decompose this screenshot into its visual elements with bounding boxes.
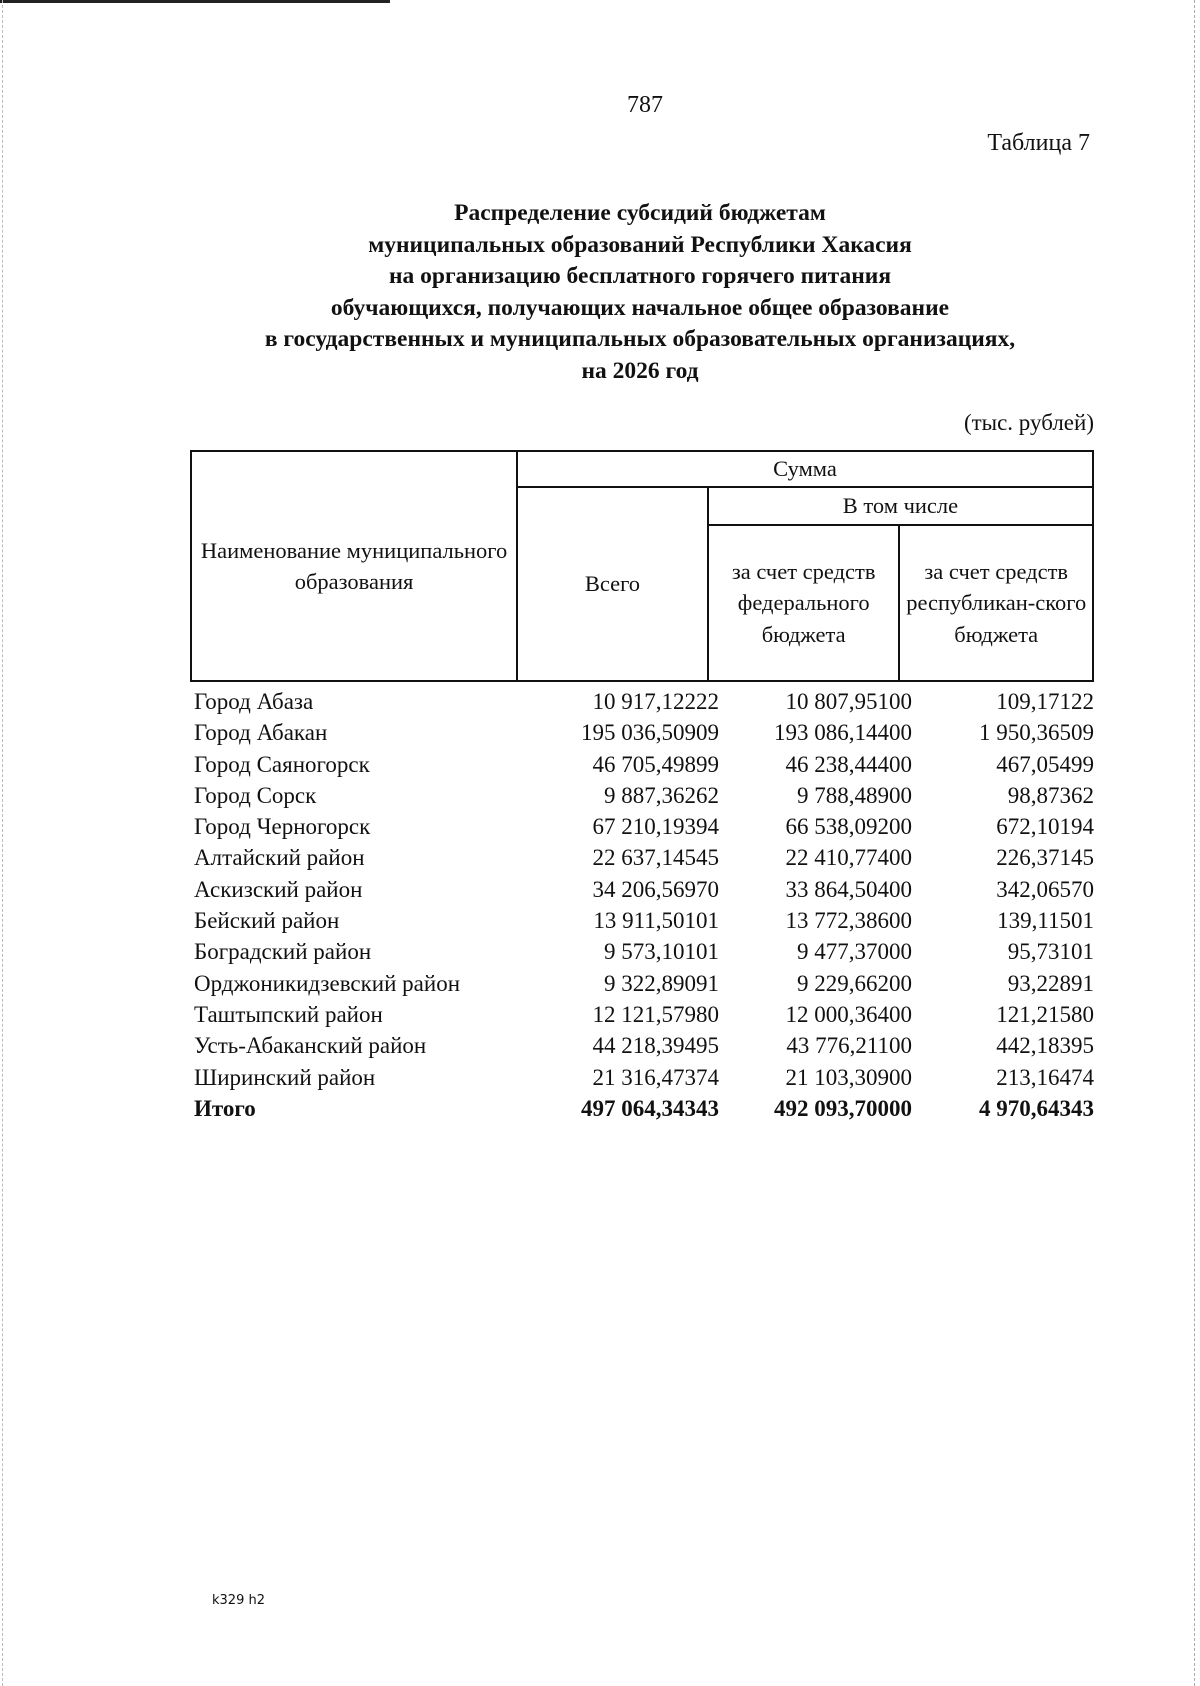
table-header: [190, 450, 1094, 682]
row-republic: 95,73101: [1007, 939, 1094, 965]
scan-artifact-right-edge: [1194, 0, 1196, 1686]
row-republic: 226,37145: [996, 845, 1094, 871]
header-including: В том числе: [708, 487, 1093, 525]
table-body: [190, 686, 1100, 1124]
table-row: [190, 999, 1100, 1030]
table-row: [190, 936, 1100, 967]
row-federal: 33 864,50400: [785, 876, 912, 902]
row-federal: 9 788,48900: [797, 782, 912, 808]
row-federal: 193 086,14400: [774, 720, 912, 746]
row-federal: 9 229,66200: [797, 970, 912, 996]
row-total: 21 316,47374: [592, 1064, 719, 1090]
row-total: 46 705,49899: [592, 751, 719, 777]
row-name: Город Абаза: [194, 689, 314, 714]
row-name: Город Сорск: [194, 782, 317, 808]
title-line: в государственных и муниципальных образовательных организациях,: [264, 326, 1016, 352]
table-row: [190, 686, 1100, 717]
row-name: Город Черногорск: [194, 814, 371, 840]
total-row-total: 497 064,34343: [581, 1095, 719, 1121]
footer-code: k329 h2: [212, 1593, 265, 1608]
row-republic: 98,87362: [1007, 782, 1094, 808]
title-line: муниципальных образований Республики Хакасия: [368, 231, 912, 258]
row-republic: 121,21580: [996, 1001, 1094, 1027]
row-total: 22 637,14545: [592, 845, 719, 871]
row-total: 195 036,50909: [581, 720, 719, 746]
row-federal: 66 538,09200: [785, 814, 912, 840]
scan-artifact-top-line: [0, 0, 390, 3]
row-name: Алтайский район: [194, 845, 365, 871]
row-federal: 43 776,21100: [786, 1033, 912, 1059]
table-row: [190, 780, 1100, 811]
header-sum: Сумма: [517, 451, 1093, 487]
table-row: [190, 842, 1100, 873]
row-total: 10 917,12222: [592, 689, 719, 714]
table-label: Таблица 7: [987, 130, 1090, 156]
row-republic: 467,05499: [996, 751, 1094, 777]
table-row: [190, 874, 1100, 905]
row-total: 9 887,36262: [604, 782, 719, 808]
table-row: [190, 905, 1100, 936]
row-name: Усть-Абаканский район: [194, 1033, 427, 1059]
row-republic: 109,17122: [996, 689, 1094, 714]
table-row: [190, 1030, 1100, 1061]
row-total: 67 210,19394: [592, 814, 719, 840]
document-title: [190, 198, 1090, 387]
row-name: Таштыпский район: [194, 1001, 383, 1027]
row-total: 9 573,10101: [604, 939, 719, 965]
row-republic: 213,16474: [996, 1064, 1094, 1090]
row-total: 12 121,57980: [592, 1001, 719, 1027]
table-row: [190, 1062, 1100, 1093]
row-name: Орджоникидзевский район: [194, 970, 461, 996]
row-name: Город Абакан: [194, 720, 328, 746]
table-row: [190, 968, 1100, 999]
row-federal: 10 807,95100: [785, 689, 912, 714]
row-federal: 9 477,37000: [797, 939, 912, 965]
row-federal: 22 410,77400: [785, 845, 912, 871]
row-total: 13 911,50101: [593, 908, 719, 934]
row-republic: 342,06570: [996, 876, 1094, 902]
header-name: Наименование муниципального образования: [191, 451, 517, 681]
total-row: [190, 1093, 1100, 1124]
table-row: [190, 811, 1100, 842]
title-line: Распределение субсидий бюджетам: [454, 200, 826, 226]
units-label: (тыс. рублей): [963, 410, 1094, 435]
row-republic: 139,11501: [997, 908, 1094, 934]
row-name: Город Саяногорск: [194, 751, 370, 777]
row-name: Боградский район: [194, 939, 372, 965]
row-name: Бейский район: [194, 908, 340, 934]
row-total: 34 206,56970: [592, 876, 719, 902]
row-name: Ширинский район: [194, 1064, 376, 1090]
title-line: на 2026 год: [581, 357, 699, 384]
scan-artifact-left-edge: [2, 0, 4, 1686]
table-row: [190, 749, 1100, 780]
total-row-republic: 4 970,64343: [979, 1095, 1094, 1121]
row-federal: 13 772,38600: [785, 908, 912, 934]
header-republic: за счет средств республикан-ского бюджета: [899, 525, 1093, 681]
page-number: 787: [627, 92, 663, 118]
row-republic: 93,22891: [1007, 970, 1094, 996]
title-line: обучающихся, получающих начальное общее образование: [330, 294, 950, 321]
header-total: Всего: [517, 487, 708, 681]
total-row-federal: 492 093,70000: [774, 1095, 912, 1121]
row-republic: 672,10194: [996, 814, 1094, 840]
row-total: 9 322,89091: [604, 970, 719, 996]
row-name: Аскизский район: [194, 876, 363, 902]
title-line: на организацию бесплатного горячего питания: [388, 263, 892, 289]
table-row: [190, 717, 1100, 748]
header-federal: за счет средств федерального бюджета: [708, 525, 900, 681]
row-total: 44 218,39495: [592, 1033, 719, 1059]
row-republic: 1 950,36509: [979, 720, 1094, 746]
row-republic: 442,18395: [996, 1033, 1094, 1059]
row-federal: 21 103,30900: [785, 1064, 912, 1090]
row-federal: 46 238,44400: [785, 751, 912, 777]
row-federal: 12 000,36400: [785, 1001, 912, 1027]
total-row-name: Итого: [194, 1095, 256, 1121]
